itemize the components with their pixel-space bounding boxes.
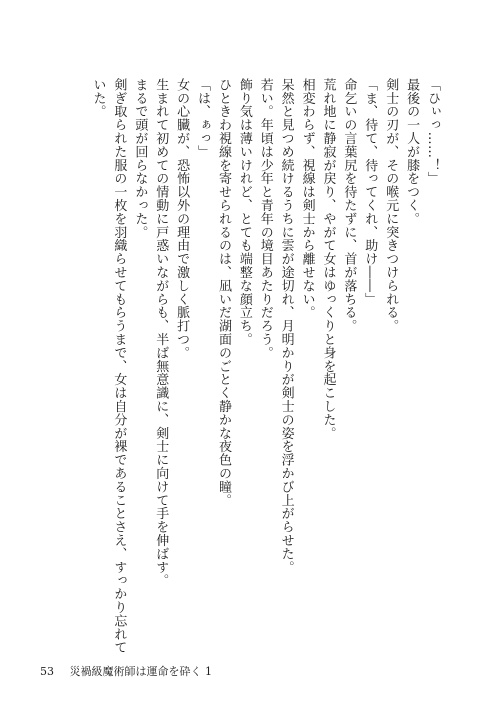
page-number: 53 [40,665,54,678]
text-line: 「ま、待て、待ってくれ、助け――」 [362,78,378,306]
text-line: ひときわ視線を寄せられるのは、凪いだ湖面のごとく静かな夜色の瞳。 [215,78,231,507]
text-line: 女の心臓が、恐怖以外の理由で激しく脈打つ。 [174,78,190,360]
text-line: 命乞いの言葉尻を待たずに、首が落ちる。 [341,78,357,333]
text-line: 「ひぃっ……！」 [425,78,440,186]
text-line: 最後の一人が膝をつく。 [404,78,420,226]
text-line: 剣ぎ取られた服の一枚を羽織らせてもらうまで、女は自分が裸であることさえ、すっかり忘れて [111,78,127,655]
text-line: 呆然と見つめ続けるうちに雲が途切れ、月明かりが剣士の姿を浮かび上がらせた。 [278,78,294,574]
text-line: 飾り気は薄いけれど、とても端整な顔立ち。 [236,78,252,346]
text-line: 生まれて初めての情動に戸惑いながらも、半ば無意識に、剣士に向けて手を伸ばす。 [153,78,169,588]
vertical-text-body [87,78,442,655]
text-line: 荒れ地に静寂が戻り、やがて女はゆっくりと身を起こした。 [320,78,336,440]
text-line: まるで頭が回らなかった。 [132,78,148,239]
page-footer [40,663,212,679]
book-title: 災禍級魔術師は運命を砕く 1 [69,665,212,678]
text-line: 剣士の刃が、その喉元に突きつけられる。 [383,78,399,333]
text-line: 相変わらず、視線は剣士から離せない。 [299,78,315,320]
text-line: 「は、ぁっ」 [195,78,211,159]
text-line: 若い。年頃は少年と青年の境目あたりだろう。 [257,78,273,360]
text-line: いた。 [90,78,106,119]
